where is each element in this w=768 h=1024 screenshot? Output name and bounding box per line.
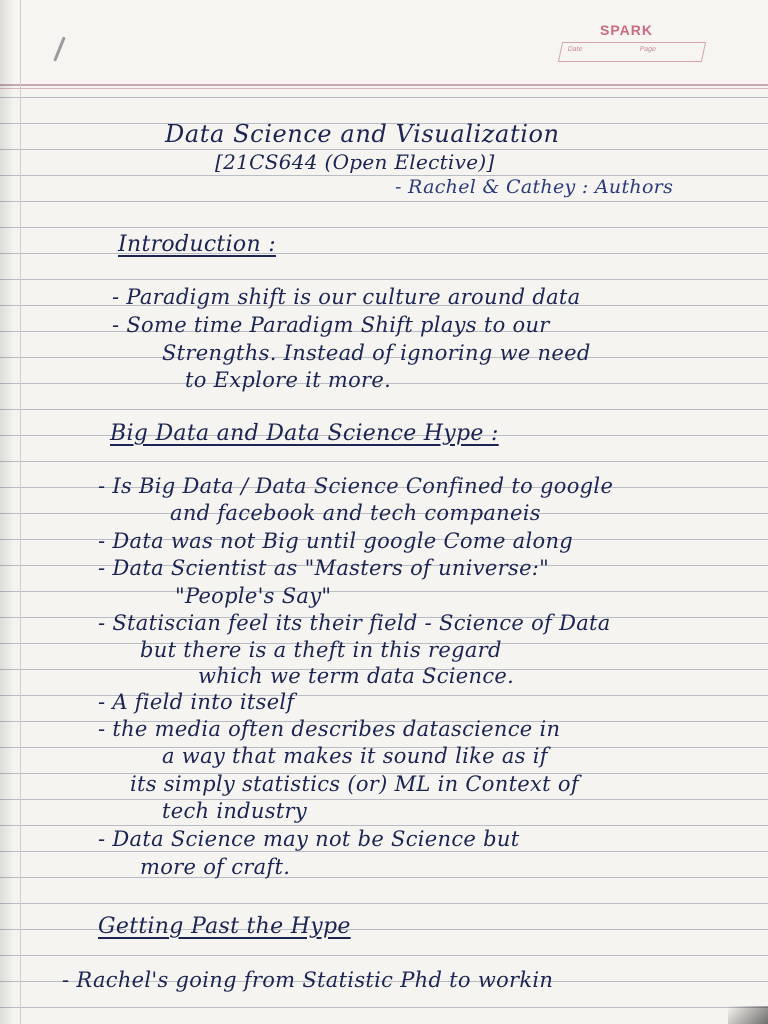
section-heading-big-data: Big Data and Data Science Hype :: [110, 421, 499, 446]
note-line: - Some time Paradigm Shift plays to our: [112, 313, 550, 337]
course-code: [21CS644 (Open Elective)]: [215, 150, 495, 174]
note-line: Strengths. Instead of ignoring we need: [162, 341, 591, 365]
note-line: - A field into itself: [98, 690, 295, 714]
brand-logo: SPARK: [600, 22, 653, 38]
page-label: Page: [638, 46, 657, 53]
note-line: - the media often describes datascience in: [98, 717, 561, 741]
authors-line: - Rachel & Cathey : Authors: [395, 176, 674, 198]
note-line: "People's Say": [175, 584, 332, 608]
date-label: Date: [566, 46, 584, 53]
note-line: - Paradigm shift is our culture around data: [112, 285, 581, 309]
section-heading-getting-past: Getting Past the Hype: [98, 914, 351, 939]
corner-shade: [728, 1006, 768, 1024]
note-line: - Rachel's going from Statistic Phd to workin: [62, 968, 554, 992]
note-line: - Data Scientist as "Masters of universe:": [98, 556, 550, 580]
note-line: its simply statistics (or) ML in Context of: [130, 772, 579, 796]
note-line: a way that makes it sound like as if: [162, 744, 548, 768]
note-line: which we term data Science.: [198, 664, 515, 688]
note-line: - Is Big Data / Data Science Confined to google: [98, 474, 614, 498]
note-line: but there is a theft in this regard: [140, 638, 502, 662]
note-line: - Data was not Big until google Come along: [98, 529, 574, 553]
note-line: - Statiscian feel its their field - Science of Data: [98, 611, 611, 635]
note-line: and facebook and tech companeis: [170, 501, 541, 525]
page-title: Data Science and Visualization: [165, 120, 560, 148]
note-line: tech industry: [162, 799, 308, 823]
note-line: - Data Science may not be Science but: [98, 827, 520, 851]
note-line: to Explore it more.: [185, 368, 392, 392]
note-line: more of craft.: [140, 855, 291, 879]
section-heading-introduction: Introduction :: [118, 232, 276, 257]
page-edge-shadow: [0, 0, 14, 1024]
